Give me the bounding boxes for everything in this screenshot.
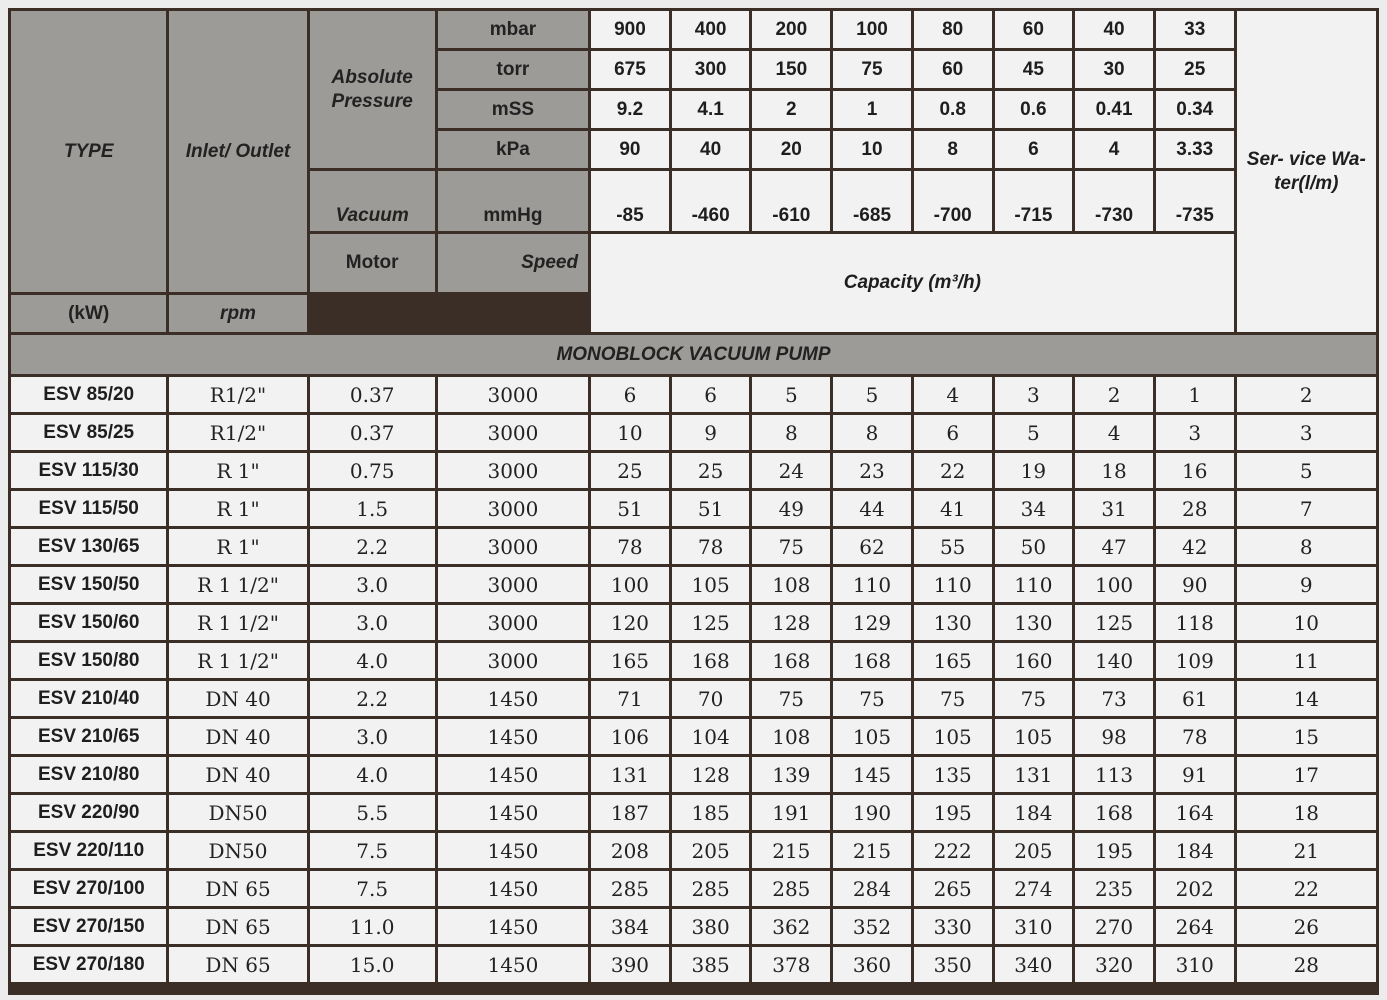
vacuum-value: -460 [672,171,750,231]
pressure-value: 30 [1075,51,1153,88]
pressure-value: 60 [914,51,992,88]
capacity-cell: 6 [914,415,992,450]
capacity-cell: 235 [1075,871,1153,906]
capacity-cell: 51 [672,491,750,526]
capacity-cell: 31 [1075,491,1153,526]
pressure-value: 300 [672,51,750,88]
type-header: TYPE [11,11,166,292]
motor-kw-cell: 11.0 [310,909,435,944]
capacity-cell: 4 [1075,415,1153,450]
speed-rpm-cell: 1450 [438,947,588,982]
capacity-cell: 6 [672,377,750,412]
speed-rpm-cell: 1450 [438,871,588,906]
pressure-value: 6 [995,131,1073,168]
capacity-cell: 352 [833,909,911,944]
capacity-cell: 187 [591,795,669,830]
capacity-cell: 205 [672,833,750,868]
service-water-header: Ser- vice Wa- ter(l/m) [1237,11,1376,332]
pressure-unit-torr: torr [438,51,588,88]
service-water-cell: 22 [1237,871,1376,906]
pressure-value: 40 [1075,11,1153,48]
pump-type-cell: ESV 270/100 [11,871,166,906]
pump-type-cell: ESV 115/50 [11,491,166,526]
speed-unit-header: rpm [169,295,306,332]
table-row [11,567,1376,602]
pressure-unit-kpa: kPa [438,131,588,168]
service-water-cell: 7 [1237,491,1376,526]
capacity-cell: 385 [672,947,750,982]
pressure-value: 80 [914,11,992,48]
inlet-outlet-cell: DN 65 [169,909,306,944]
capacity-cell: 51 [591,491,669,526]
table-row [11,643,1376,678]
capacity-cell: 25 [591,453,669,488]
speed-rpm-cell: 3000 [438,377,588,412]
capacity-cell: 91 [1156,757,1234,792]
inlet-outlet-cell: DN 40 [169,757,306,792]
capacity-cell: 310 [1156,947,1234,982]
motor-kw-cell: 0.75 [310,453,435,488]
pump-type-cell: ESV 150/80 [11,643,166,678]
speed-rpm-cell: 3000 [438,605,588,640]
capacity-cell: 109 [1156,643,1234,678]
capacity-cell: 113 [1075,757,1153,792]
service-water-cell: 11 [1237,643,1376,678]
service-water-cell: 17 [1237,757,1376,792]
motor-kw-cell: 1.5 [310,491,435,526]
speed-rpm-cell: 1450 [438,681,588,716]
motor-kw-cell: 7.5 [310,871,435,906]
capacity-cell: 285 [672,871,750,906]
capacity-cell: 350 [914,947,992,982]
capacity-cell: 285 [591,871,669,906]
capacity-cell: 44 [833,491,911,526]
capacity-cell: 5 [752,377,830,412]
service-water-cell: 8 [1237,529,1376,564]
table-row [11,377,1376,412]
pressure-value: 0.8 [914,91,992,128]
pressure-value: 150 [752,51,830,88]
capacity-cell: 8 [752,415,830,450]
speed-rpm-cell: 3000 [438,567,588,602]
section-title: MONOBLOCK VACUUM PUMP [11,335,1376,374]
pressure-value: 9.2 [591,91,669,128]
vacuum-value: -700 [914,171,992,231]
capacity-cell: 78 [672,529,750,564]
inlet-outlet-cell: R 1 1/2" [169,567,306,602]
capacity-cell: 10 [591,415,669,450]
service-water-cell: 15 [1237,719,1376,754]
capacity-cell: 168 [1075,795,1153,830]
speed-rpm-cell: 3000 [438,643,588,678]
capacity-cell: 75 [752,529,830,564]
motor-kw-cell: 0.37 [310,415,435,450]
capacity-cell: 264 [1156,909,1234,944]
table-row [11,719,1376,754]
pump-type-cell: ESV 210/65 [11,719,166,754]
inlet-outlet-cell: R 1" [169,491,306,526]
capacity-cell: 71 [591,681,669,716]
capacity-cell: 1 [1156,377,1234,412]
speed-rpm-cell: 1450 [438,795,588,830]
capacity-cell: 18 [1075,453,1153,488]
capacity-cell: 28 [1156,491,1234,526]
pump-type-cell: ESV 85/25 [11,415,166,450]
capacity-cell: 125 [672,605,750,640]
pressure-value: 900 [591,11,669,48]
table-row [11,795,1376,830]
capacity-cell: 165 [591,643,669,678]
capacity-cell: 310 [995,909,1073,944]
capacity-cell: 9 [672,415,750,450]
motor-kw-cell: 2.2 [310,529,435,564]
capacity-cell: 190 [833,795,911,830]
capacity-cell: 340 [995,947,1073,982]
speed-rpm-cell: 3000 [438,529,588,564]
capacity-cell: 105 [672,567,750,602]
capacity-cell: 184 [1156,833,1234,868]
table-row [11,453,1376,488]
capacity-cell: 168 [833,643,911,678]
capacity-cell: 129 [833,605,911,640]
pressure-unit-mss: mSS [438,91,588,128]
vacuum-value: -610 [752,171,830,231]
speed-rpm-cell: 1450 [438,833,588,868]
pump-type-cell: ESV 150/50 [11,567,166,602]
capacity-cell: 106 [591,719,669,754]
capacity-cell: 110 [833,567,911,602]
pressure-value: 33 [1156,11,1234,48]
pressure-value: 1 [833,91,911,128]
capacity-cell: 140 [1075,643,1153,678]
pressure-value: 40 [672,131,750,168]
capacity-cell: 139 [752,757,830,792]
pressure-value: 100 [833,11,911,48]
capacity-cell: 78 [1156,719,1234,754]
motor-kw-cell: 3.0 [310,605,435,640]
capacity-cell: 104 [672,719,750,754]
vacuum-value: -685 [833,171,911,231]
capacity-cell: 90 [1156,567,1234,602]
inlet-outlet-cell: DN50 [169,795,306,830]
capacity-cell: 285 [752,871,830,906]
speed-rpm-cell: 1450 [438,719,588,754]
capacity-cell: 195 [914,795,992,830]
capacity-cell: 62 [833,529,911,564]
table-row [11,415,1376,450]
capacity-cell: 384 [591,909,669,944]
pressure-value: 200 [752,11,830,48]
capacity-cell: 105 [914,719,992,754]
motor-kw-cell: 15.0 [310,947,435,982]
speed-rpm-cell: 3000 [438,415,588,450]
capacity-cell: 160 [995,643,1073,678]
capacity-cell: 118 [1156,605,1234,640]
capacity-cell: 128 [752,605,830,640]
pump-type-cell: ESV 115/30 [11,453,166,488]
speed-rpm-cell: 1450 [438,909,588,944]
speed-header: Speed [438,234,588,292]
capacity-cell: 330 [914,909,992,944]
service-water-cell: 2 [1237,377,1376,412]
pressure-value: 0.6 [995,91,1073,128]
capacity-cell: 3 [995,377,1073,412]
capacity-cell: 24 [752,453,830,488]
vacuum-header: Vacuum [310,171,435,231]
capacity-cell: 108 [752,567,830,602]
absolute-pressure-header: Absolute Pressure [310,11,435,168]
capacity-cell: 75 [833,681,911,716]
service-water-cell: 3 [1237,415,1376,450]
capacity-cell: 105 [833,719,911,754]
motor-kw-cell: 3.0 [310,567,435,602]
table-row [11,681,1376,716]
capacity-cell: 4 [914,377,992,412]
inlet-outlet-cell: DN50 [169,833,306,868]
pressure-value: 8 [914,131,992,168]
motor-kw-cell: 4.0 [310,643,435,678]
capacity-cell: 125 [1075,605,1153,640]
capacity-cell: 131 [995,757,1073,792]
inlet-outlet-cell: R1/2" [169,415,306,450]
capacity-cell: 362 [752,909,830,944]
service-water-cell: 21 [1237,833,1376,868]
inlet-outlet-cell: R 1 1/2" [169,605,306,640]
capacity-cell: 168 [672,643,750,678]
capacity-cell: 110 [914,567,992,602]
table-row [11,833,1376,868]
inlet-outlet-header: Inlet/ Outlet [169,11,306,292]
pump-type-cell: ESV 220/90 [11,795,166,830]
inlet-outlet-cell: DN 65 [169,947,306,982]
motor-kw-cell: 7.5 [310,833,435,868]
inlet-outlet-cell: DN 40 [169,719,306,754]
service-water-cell: 26 [1237,909,1376,944]
capacity-cell: 274 [995,871,1073,906]
pressure-value: 45 [995,51,1073,88]
pump-type-cell: ESV 220/110 [11,833,166,868]
capacity-cell: 75 [752,681,830,716]
pressure-value: 4.1 [672,91,750,128]
inlet-outlet-cell: R 1 1/2" [169,643,306,678]
capacity-cell: 16 [1156,453,1234,488]
capacity-cell: 195 [1075,833,1153,868]
capacity-cell: 128 [672,757,750,792]
capacity-cell: 50 [995,529,1073,564]
capacity-cell: 208 [591,833,669,868]
capacity-cell: 19 [995,453,1073,488]
capacity-cell: 168 [752,643,830,678]
capacity-cell: 47 [1075,529,1153,564]
motor-header: Motor [310,234,435,292]
pressure-value: 60 [995,11,1073,48]
motor-unit-header: (kW) [11,295,166,332]
vacuum-value: -730 [1075,171,1153,231]
vacuum-value: -85 [591,171,669,231]
service-water-cell: 9 [1237,567,1376,602]
capacity-cell: 164 [1156,795,1234,830]
capacity-header: Capacity (m³/h) [591,234,1234,332]
spec-table-frame [8,8,1379,995]
capacity-cell: 100 [591,567,669,602]
vacuum-value: -715 [995,171,1073,231]
pump-type-cell: ESV 210/40 [11,681,166,716]
capacity-cell: 75 [914,681,992,716]
inlet-outlet-cell: R1/2" [169,377,306,412]
capacity-cell: 2 [1075,377,1153,412]
capacity-cell: 284 [833,871,911,906]
pump-type-cell: ESV 85/20 [11,377,166,412]
pressure-value: 675 [591,51,669,88]
capacity-cell: 131 [591,757,669,792]
pump-spec-table [8,8,1379,985]
table-row [11,909,1376,944]
table-row [11,947,1376,982]
inlet-outlet-cell: R 1" [169,529,306,564]
capacity-cell: 6 [591,377,669,412]
pressure-value: 10 [833,131,911,168]
speed-rpm-cell: 3000 [438,453,588,488]
inlet-outlet-cell: DN 40 [169,681,306,716]
inlet-outlet-cell: DN 65 [169,871,306,906]
capacity-cell: 8 [833,415,911,450]
service-water-cell: 18 [1237,795,1376,830]
capacity-cell: 41 [914,491,992,526]
capacity-cell: 130 [995,605,1073,640]
capacity-cell: 34 [995,491,1073,526]
capacity-cell: 110 [995,567,1073,602]
pressure-value: 2 [752,91,830,128]
pressure-value: 90 [591,131,669,168]
capacity-cell: 5 [995,415,1073,450]
capacity-cell: 105 [995,719,1073,754]
capacity-cell: 185 [672,795,750,830]
capacity-cell: 145 [833,757,911,792]
pressure-value: 20 [752,131,830,168]
capacity-cell: 378 [752,947,830,982]
capacity-cell: 100 [1075,567,1153,602]
capacity-cell: 222 [914,833,992,868]
capacity-cell: 49 [752,491,830,526]
capacity-cell: 130 [914,605,992,640]
table-row [11,871,1376,906]
speed-rpm-cell: 1450 [438,757,588,792]
pressure-value: 75 [833,51,911,88]
capacity-cell: 215 [752,833,830,868]
pump-type-cell: ESV 130/65 [11,529,166,564]
pump-type-cell: ESV 270/150 [11,909,166,944]
vacuum-value: -735 [1156,171,1234,231]
pressure-value: 0.41 [1075,91,1153,128]
motor-kw-cell: 0.37 [310,377,435,412]
capacity-cell: 23 [833,453,911,488]
motor-kw-cell: 5.5 [310,795,435,830]
capacity-cell: 70 [672,681,750,716]
capacity-cell: 5 [833,377,911,412]
service-water-cell: 5 [1237,453,1376,488]
table-row [11,491,1376,526]
service-water-cell: 10 [1237,605,1376,640]
capacity-cell: 3 [1156,415,1234,450]
pressure-unit-mbar: mbar [438,11,588,48]
capacity-cell: 320 [1075,947,1153,982]
capacity-cell: 98 [1075,719,1153,754]
motor-kw-cell: 4.0 [310,757,435,792]
pressure-value: 25 [1156,51,1234,88]
service-water-cell: 14 [1237,681,1376,716]
capacity-cell: 73 [1075,681,1153,716]
inlet-outlet-cell: R 1" [169,453,306,488]
table-row [11,529,1376,564]
motor-kw-cell: 3.0 [310,719,435,754]
motor-kw-cell: 2.2 [310,681,435,716]
pump-type-cell: ESV 210/80 [11,757,166,792]
capacity-cell: 165 [914,643,992,678]
speed-rpm-cell: 3000 [438,491,588,526]
capacity-cell: 78 [591,529,669,564]
capacity-cell: 191 [752,795,830,830]
capacity-cell: 75 [995,681,1073,716]
capacity-cell: 120 [591,605,669,640]
capacity-cell: 22 [914,453,992,488]
capacity-cell: 380 [672,909,750,944]
capacity-cell: 360 [833,947,911,982]
capacity-cell: 25 [672,453,750,488]
capacity-cell: 108 [752,719,830,754]
capacity-cell: 135 [914,757,992,792]
pump-type-cell: ESV 270/180 [11,947,166,982]
table-row [11,605,1376,640]
pressure-value: 400 [672,11,750,48]
vacuum-unit-mmhg: mmHg [438,171,588,231]
table-row [11,757,1376,792]
capacity-cell: 184 [995,795,1073,830]
capacity-cell: 205 [995,833,1073,868]
capacity-cell: 202 [1156,871,1234,906]
capacity-cell: 270 [1075,909,1153,944]
pressure-value: 3.33 [1156,131,1234,168]
service-water-cell: 28 [1237,947,1376,982]
pressure-value: 0.34 [1156,91,1234,128]
capacity-cell: 55 [914,529,992,564]
pump-type-cell: ESV 150/60 [11,605,166,640]
pressure-value: 4 [1075,131,1153,168]
capacity-cell: 390 [591,947,669,982]
capacity-cell: 61 [1156,681,1234,716]
capacity-cell: 215 [833,833,911,868]
capacity-cell: 42 [1156,529,1234,564]
capacity-cell: 265 [914,871,992,906]
